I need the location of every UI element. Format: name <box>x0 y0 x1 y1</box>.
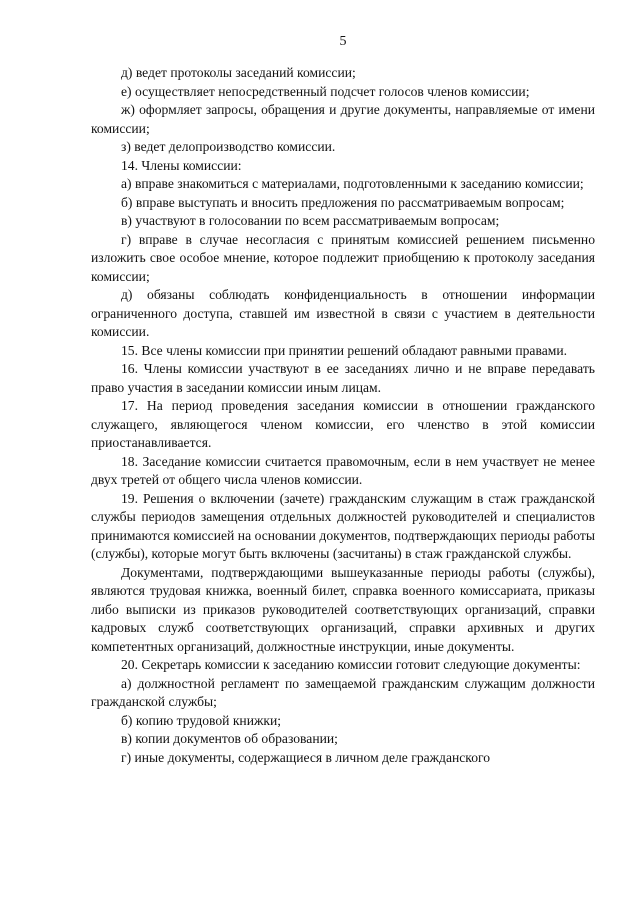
paragraph-zh-requests: ж) оформляет запросы, обращения и другие документы, направляемые от имени комиссии; <box>91 102 595 136</box>
paragraph-16-personal-participation: 16. Члены комиссии участвуют в ее заседаниях лично и не вправе передавать право участия в заседании комиссии иным лицам. <box>91 361 595 395</box>
paragraph-19-decisions: 19. Решения о включении (зачете) гражданским служащим в стаж гражданской службы периодов замещения отдельных должностей руководителей и специалистов принимаются комиссией на основании документов, подтверждающих периоды работы (службы), которые могут быть включены (засчитаны) в стаж гражданской службы. <box>91 490 595 561</box>
page-number: 5 <box>339 34 347 49</box>
paragraph-b-workbook-copy: б) копию трудовой книжки; <box>121 712 282 728</box>
paragraph-18-quorum: 18. Заседание комиссии считается правомочным, если в нем участвует не менее двух третей от общего числа членов комиссии. <box>91 453 595 487</box>
paragraph-a-regulation: а) должностной регламент по замещаемой гражданским служащим должности гражданской службы; <box>91 675 595 709</box>
paragraph-20-secretary: 20. Секретарь комиссии к заседанию комиссии готовит следующие документы: <box>121 657 581 672</box>
paragraph-d-confidentiality: д) обязаны соблюдать конфиденциальность в отношении информации ограниченного доступа, ставшей им известной в связи с участием в деятельности комиссии. <box>91 287 595 339</box>
paragraph-g-opinion: г) вправе в случае несогласия с принятым комиссией решением письменно изложить свое особое мнение, которое подлежит приобщению к протоколу заседания комиссии; <box>91 231 595 284</box>
paragraph-15-equal-rights: 15. Все члены комиссии при принятии решений обладают равными правами. <box>121 342 567 358</box>
paragraph-v-education-copies: в) копии документов об образовании; <box>121 731 338 746</box>
paragraph-d-protocols: д) ведет протоколы заседаний комиссии; <box>121 65 356 80</box>
paragraph-g-other-documents: г) иные документы, содержащиеся в личном деле гражданского <box>121 749 491 765</box>
paragraph-v-voting: в) участвуют в голосовании по всем рассматриваемым вопросам; <box>121 213 500 228</box>
paragraph-b-proposals: б) вправе выступать и вносить предложения по рассматриваемым вопросам; <box>121 194 565 210</box>
paragraph-14-members: 14. Члены комиссии: <box>121 157 242 173</box>
paragraph-a-materials: а) вправе знакомиться с материалами, подготовленными к заседанию комиссии; <box>121 176 584 191</box>
paragraph-documents-list: Документами, подтверждающими вышеуказанные периоды работы (службы), являются трудовая книжка, военный билет, справка военного комиссариата, приказы либо выписки из приказов руководителей соответствующих организаций, справки кадровых служб соответствующих организаций, справки архивных и других компетентных организаций, должностные инструкции, иные документы. <box>91 564 595 654</box>
paragraph-e-vote-count: е) осуществляет непосредственный подсчет голосов членов комиссии; <box>121 83 530 99</box>
document-body <box>91 64 595 767</box>
paragraph-17-suspension: 17. На период проведения заседания комиссии в отношении гражданского служащего, являющегося членом комиссии, его членство в этой комиссии приостанавливается. <box>91 398 595 450</box>
paragraph-z-records: з) ведет делопроизводство комиссии. <box>121 139 336 154</box>
